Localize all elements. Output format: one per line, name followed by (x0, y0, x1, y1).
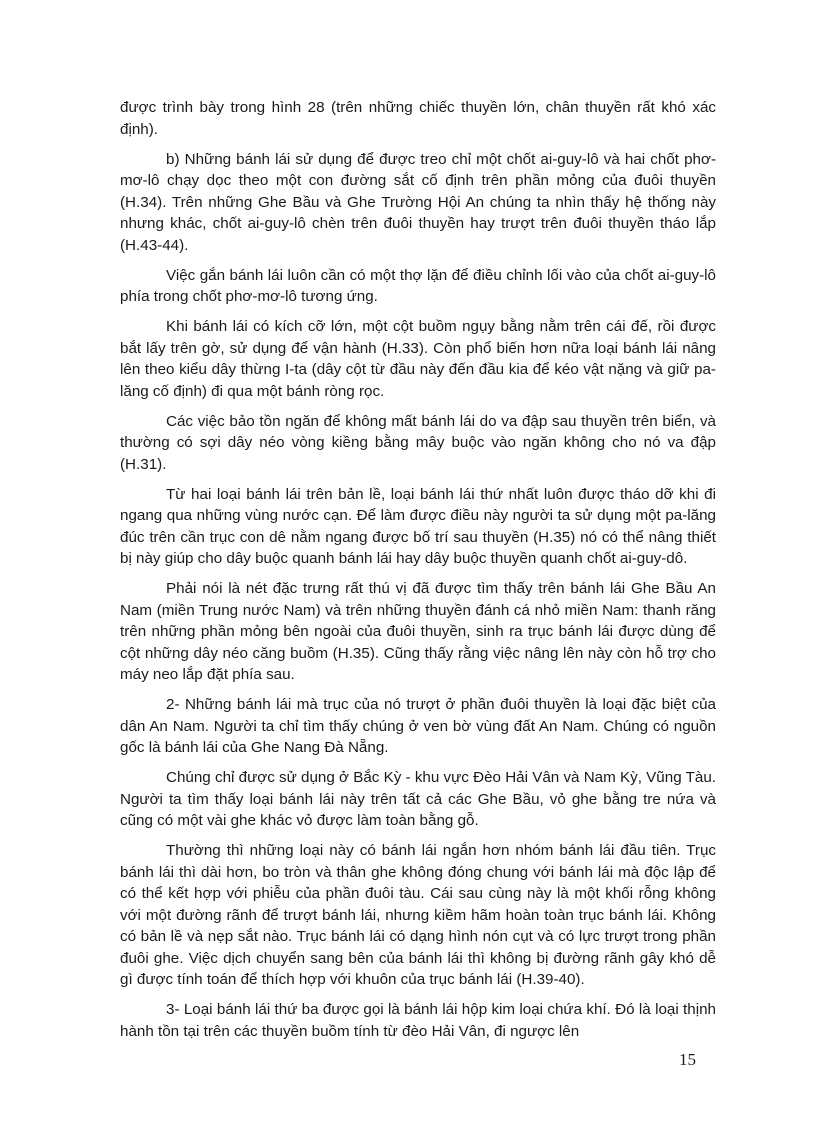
paragraph: Việc gắn bánh lái luôn cần có một thợ lặn để điều chỉnh lối vào của chốt ai-guy-lô phía trong chốt phơ-mơ-lô tương ứng. (120, 266, 716, 305)
paragraph: Các việc bảo tồn ngăn để không mất bánh lái do va đập sau thuyền trên biển, và thường có sợi dây néo vòng kiềng bằng mây buộc vào ngăn không cho nó va đập (H.31). (120, 412, 716, 473)
paragraph: 3- Loại bánh lái thứ ba được gọi là bánh lái hộp kim loại chứa khí. Đó là loại thịnh hành tồn tại trên các thuyền buồm tính từ đèo Hải Vân, đi ngược lên (120, 1001, 716, 1040)
page-number: 15 (679, 1050, 696, 1069)
paragraph: b) Những bánh lái sử dụng để được treo chỉ một chốt ai-guy-lô và hai chốt phơ-mơ-lô chạy dọc theo một con đường sắt cố định trên phần mỏng của đuôi thuyền (H.34). Trên những Ghe Bầu và Ghe Trường Hội An chúng ta nhìn thấy hệ thống này nhưng khác, chốt ai-guy-lô chèn trên đuôi thuyền hay trượt trên đuôi thuyền tháo lắp (H.43-44). (120, 150, 716, 254)
paragraph: Từ hai loại bánh lái trên bản lề, loại bánh lái thứ nhất luôn được tháo dỡ khi đi ngang qua những vùng nước cạn. Để làm được điều này người ta sử dụng một pa-lăng đúc trên cần trục con dê nằm ngang được bố trí sau thuyền (H.35) nó có thể nâng thiết bị này giúp cho dây buộc quanh bánh lái hay dây buộc thuyền quanh chốt ai-guy-dô. (120, 485, 716, 567)
paragraph: Phải nói là nét đặc trưng rất thú vị đã được tìm thấy trên bánh lái Ghe Bầu An Nam (miền Trung nước Nam) và trên những thuyền đánh cá nhỏ miền Nam: thanh răng trên những phần mỏng bên ngoài của đuôi thuyền, sinh ra trục bánh lái được dùng để cột những dây néo căng buồm (H.35). Cũng thấy rằng việc nâng lên này còn hỗ trợ cho máy neo lắp đặt phía sau. (120, 580, 716, 683)
paragraph: Thường thì những loại này có bánh lái ngắn hơn nhóm bánh lái đầu tiên. Trục bánh lái thì dài hơn, bo tròn và thân ghe không đóng chung với bánh lái mà độc lập để có thể kết hợp với phiễu của phần đuôi tàu. Cái sau cùng này là một khối rỗng không với một đường rãnh để trượt bánh lái, nhưng kiềm hãm hoàn toàn trục bánh lái. Không có bản lề và nẹp sắt nào. Trục bánh lái có dạng hình nón cụt và có lực trượt trong phần đuôi ghe. Việc dịch chuyển sang bên của bánh lái thì không bị đường rãnh gây khó dễ gì được tính toán để thích hợp với khuôn của trục bánh lái (H.39-40). (120, 842, 716, 988)
paragraph: Khi bánh lái có kích cỡ lớn, một cột buồm ngụy bằng nằm trên cái đế, rồi được bắt lấy trên gờ, sử dụng để vận hành (H.33). Còn phổ biến hơn nữa loại bánh lái nâng lên theo kiểu dây thừng I-ta (dây cột từ đầu này đến đầu kia để kéo vật nặng và giữ pa-lăng cố định) đi qua một bánh ròng rọc. (120, 318, 716, 400)
paragraph-continuation: được trình bày trong hình 28 (trên những chiếc thuyền lớn, chân thuyền rất khó xác định). (120, 99, 716, 138)
paragraph: 2- Những bánh lái mà trục của nó trượt ở phần đuôi thuyền là loại đặc biệt của dân An Nam. Người ta chỉ tìm thấy chúng ở ven bờ vùng đất An Nam. Chúng có nguồn gốc là bánh lái của Ghe Nang Đà Nẵng. (120, 696, 716, 756)
paragraph: Chúng chỉ được sử dụng ở Bắc Kỳ - khu vực Đèo Hải Vân và Nam Kỳ, Vũng Tàu. Người ta tìm thấy loại bánh lái này trên tất cả các Ghe Bầu, vỏ ghe bằng tre nứa và cũng có một vài ghe khác vỏ được làm toàn bằng gỗ. (120, 769, 716, 829)
page-body (120, 97, 716, 1051)
